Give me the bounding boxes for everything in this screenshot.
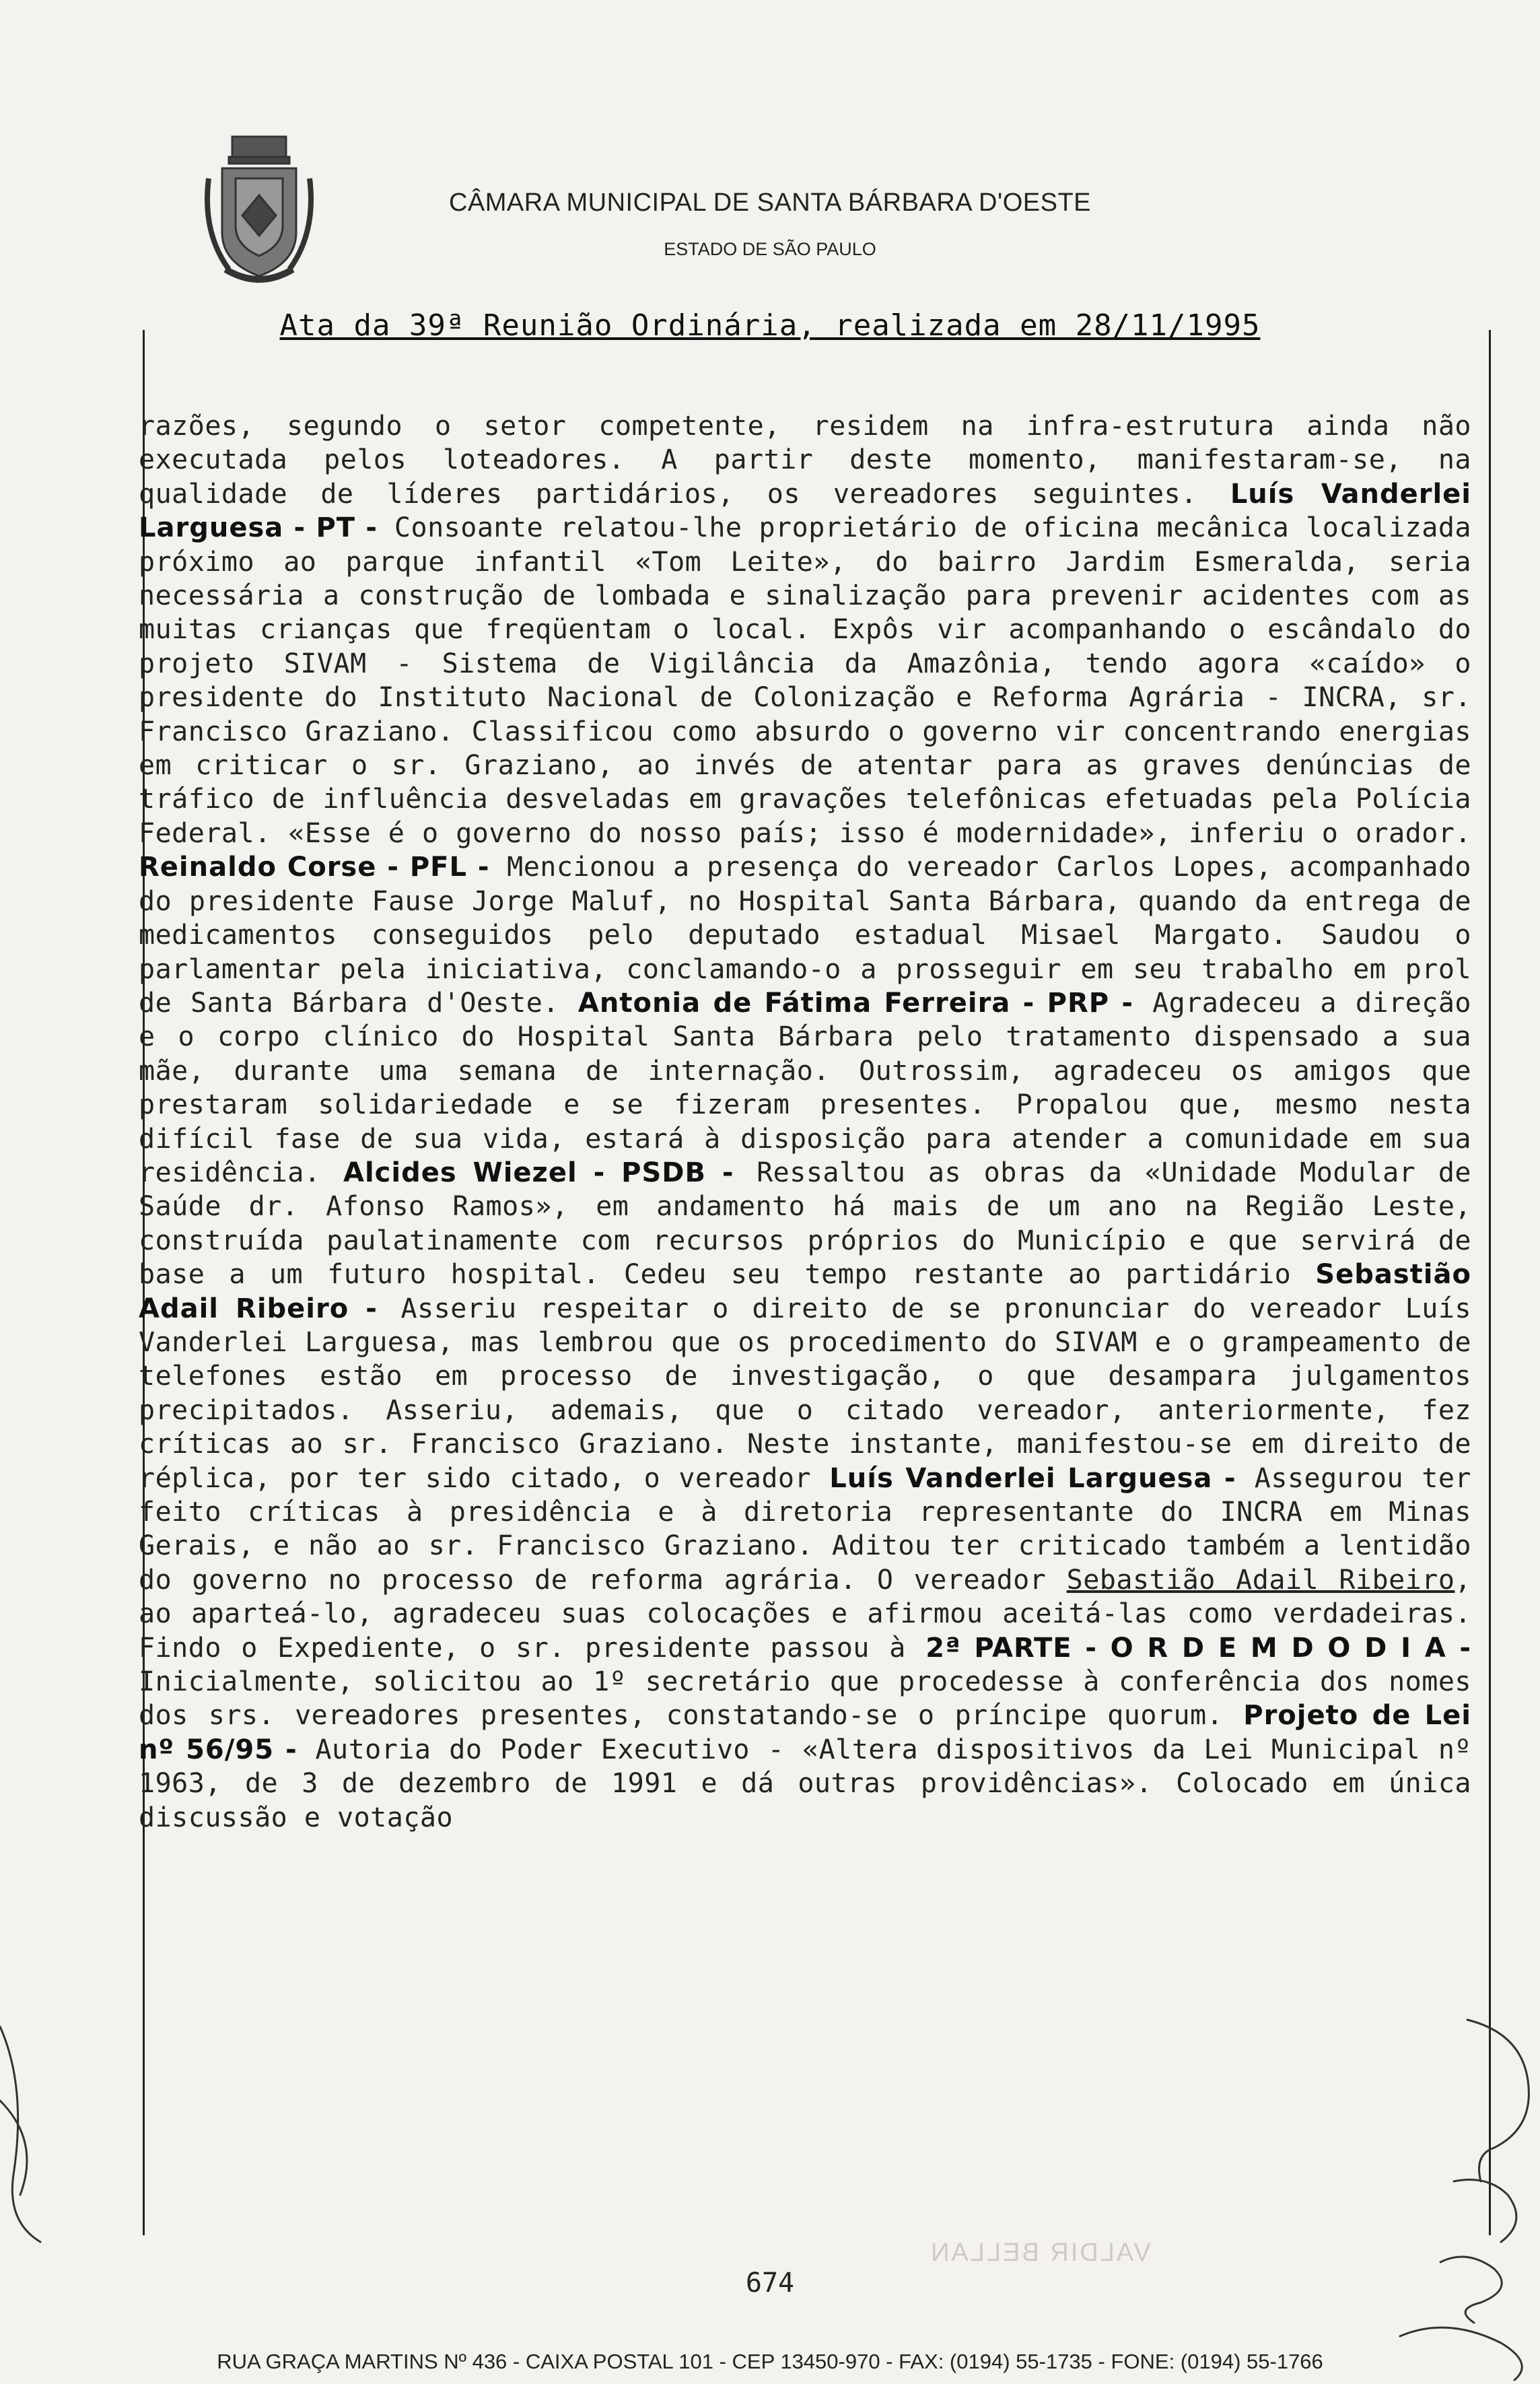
speaker-name: Luís Vanderlei Larguesa - <box>829 1462 1236 1494</box>
body-segment: Assegurou ter feito críticas à presidência e à diretoria representante do INCRA em Minas Gerais, e não ao sr. Francisco Graziano. Aditou ter criticado também a lentidão do governo no processo de reforma agrária. O vereador <box>139 1462 1471 1596</box>
mirrored-stamp: VALDIR BELLAN <box>929 2239 1151 2267</box>
speaker-name: Reinaldo Corse - PFL - <box>139 852 490 883</box>
section-heading: 2ª PARTE - O R D E M D O D I A - <box>925 1632 1471 1664</box>
body-segment: Ressaltou as obras da «Unidade Modular de Saúde dr. Afonso Ramos», em andamento há mais de um ano na Região Leste, construída paulatinamente com recursos próprios do Município e que servirá de base a um futuro hospital. Cedeu seu tempo restante ao partidário <box>139 1157 1471 1291</box>
body-segment: Autoria do Poder Executivo - «Altera dispositivos da Lei Municipal nº 1963, de 3 de dezembro de 1991 e dá outras providências». Colocado em única discussão e votação <box>139 1734 1471 1833</box>
body-segment: Consoante relatou-lhe proprietário de oficina mecânica localizada próximo ao parque infantil «Tom Leite», do bairro Jardim Esmeralda, seria necessária a construção de lombada e sinalização para prevenir acidentes com as muitas crianças que freqüentam o local. Expôs vir acompanhando o escândalo do projeto SIVAM - Sistema de Vigilância da Amazônia, tendo agora «caído» o presidente do Instituto Nacional de Colonização e Reforma Agrária - INCRA, sr. Francisco Graziano. Classificou como absurdo o governo vir concentrando energias em criticar o sr. Graziano, ao invés de atentar para as graves denúncias de tráfico de influência desveladas em gravações telefônicas efetuadas pela Polícia Federal. «Esse é o governo do nosso país; isso é modernidade», inferiu o orador. <box>139 512 1471 849</box>
footer-address: RUA GRAÇA MARTINS Nº 436 - CAIXA POSTAL 101 - CEP 13450-970 - FAX: (0194) 55-1735 - FONE: (0194) 55-1766 <box>217 2350 1323 2373</box>
institution-name: CÂMARA MUNICIPAL DE SANTA BÁRBARA D'OESTE <box>448 189 1092 217</box>
minutes-body-text <box>139 409 1471 1835</box>
state-name: ESTADO DE SÃO PAULO <box>664 239 876 259</box>
document-title: Ata da 39ª Reunião Ordinária, realizada em 28/11/1995 <box>279 308 1261 343</box>
body-segment: Inicialmente, solicitou ao 1º secretário que procedesse à conferência dos nomes dos srs. vereadores presentes, constatando-se o príncipe quorum. <box>139 1666 1471 1732</box>
body-segment: Agradeceu a direção e o corpo clínico do Hospital Santa Bárbara pelo tratamento dispensado a sua mãe, durante uma semana de internação. Outrossim, agradeceu os amigos que prestaram solidariedade e se fizeram presentes. Propalou que, mesmo nesta difícil fase de sua vida, estará à disposição para atender a comunidade em sua residência. <box>139 987 1471 1188</box>
body-segment: Mencionou a presença do vereador Carlos Lopes, acompanhado do presidente Fause Jorge Maluf, no Hospital Santa Bárbara, quando da entrega de medicamentos conseguidos pelo deputado estadual Misael Margato. Saudou o parlamentar pela iniciativa, conclamando-o a prosseguir em seu trabalho em prol de Santa Bárbara d'Oeste. <box>139 852 1471 1019</box>
body-segment: , ao aparteá-lo, agradeceu suas colocações e afirmou aceitá-las como verdadeiras. Findo o Expediente, o sr. presidente passou à <box>139 1564 1471 1664</box>
body-segment: razões, segundo o setor competente, residem na infra-estrutura ainda não executada pelos loteadores. A partir deste momento, manifestaram-se, na qualidade de líderes partidários, os vereadores seguintes. <box>139 411 1471 510</box>
page-number: 674 <box>745 2268 795 2298</box>
speaker-name: Antonia de Fátima Ferreira - PRP - <box>578 987 1134 1019</box>
bill-title: Projeto de Lei nº 56/95 - <box>139 1700 1472 1765</box>
speaker-name: Alcides Wiezel - PSDB - <box>343 1157 734 1188</box>
body-segment: Asseriu respeitar o direito de se pronunciar do vereador Luís Vanderlei Larguesa, mas lembrou que os procedimento do SIVAM e o grampeamento de telefones estão em processo de investigação, o que desampara julgamentos precipitados. Asseriu, ademais, que o citado vereador, anteriormente, fez críticas ao sr. Francisco Graziano. Neste instante, manifestou-se em direito de réplica, por ter sido citado, o vereador <box>139 1293 1471 1494</box>
speaker-name: Sebastião Adail Ribeiro - <box>139 1259 1471 1324</box>
right-margin-rule <box>1489 330 1491 2235</box>
speaker-name: Luís Vanderlei Larguesa - PT - <box>139 478 1471 544</box>
underlined-name: Sebastião Adail Ribeiro <box>1066 1564 1455 1596</box>
